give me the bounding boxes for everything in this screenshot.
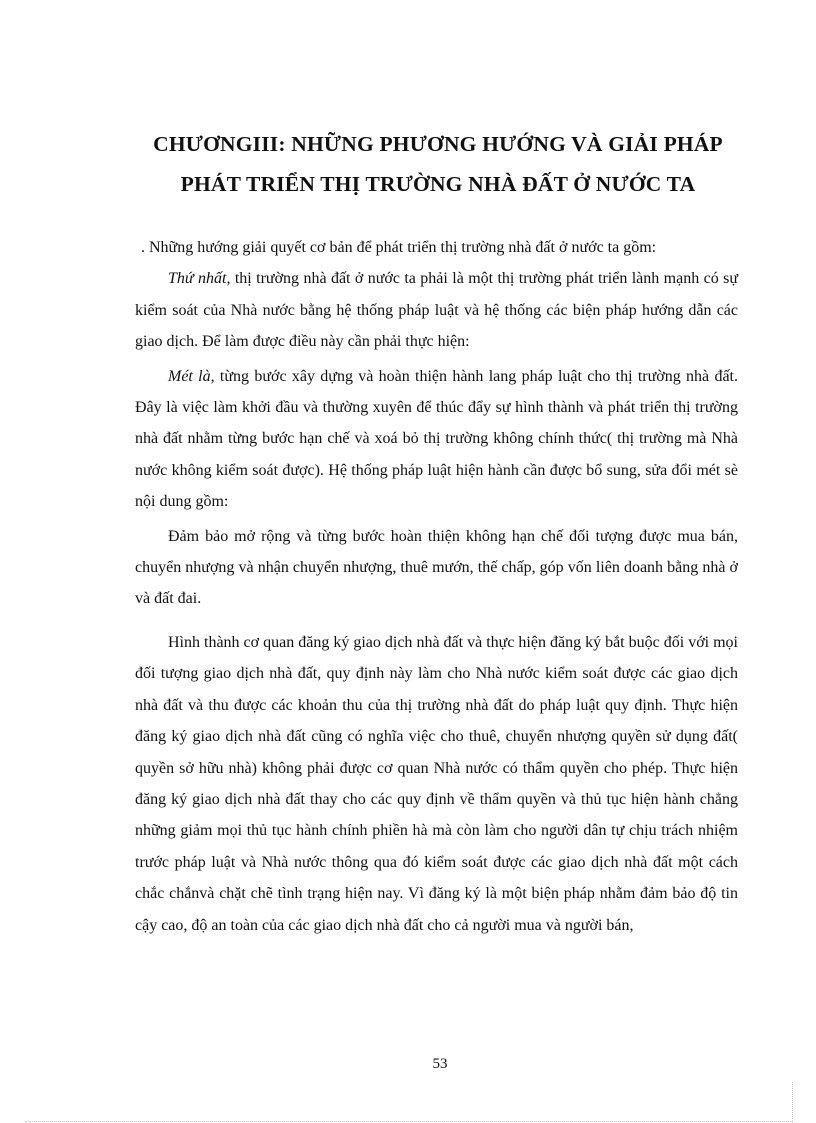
intro-paragraph: . Những hướng giải quyết cơ bản để phát triển thị trường nhà đất ở nước ta gồm: [141,239,657,256]
paragraph-lead-thu-nhat: Thứ nhất, [168,270,231,288]
paragraph-hinh-thanh: Hình thành cơ quan đăng ký giao dịch nhà đất và thực hiện đăng ký bắt buộc đối với mọi đối tượng giao dịch nhà đất, quy định này làm cho Nhà nước kiểm soát được các giao dịch nhà đất và thu được các khoản thu của thị trường nhà đất do pháp luật quy định. Thực hiện đăng ký giao dịch nhà đất cũng có nghĩa việc cho thuê, chuyển nhượng quyền sử dụng đất( quyền sở hữu nhà) không phải được cơ quan Nhà nước có thẩm quyền cho phép. Thực hiện đăng ký giao dịch nhà đất thay cho các quy định về thẩm quyền và thủ tục hiện hành chẳng những giảm mọi thủ tục hành chính phiền hà mà còn làm cho người dân tự chịu trách nhiệm trước pháp luật và Nhà nước thông qua đó kiểm soát được các giao dịch nhà đất một cách chắc chắnvà chặt chẽ tình trạng hiện nay. Vì đăng ký là một biện pháp nhằm đảm bảo độ tin cậy cao, độ an toàn của các giao dịch nhà đất cho cả người mua và người bán, [135,633,738,934]
side-dotted-rule [792,1082,793,1123]
chapter-title-line-1: CHƯƠNGIII: NHỮNG PHƯƠNG HƯỚNG VÀ GIẢI PHÁP [153,132,723,156]
paragraph-met-la [135,361,738,518]
paragraph-body-met-la: từng bước xây dựng và hoàn thiện hành lang pháp luật cho thị trường nhà đất. Đây là việc làm khởi đầu và thường xuyên để thúc đẩy sự hình thành và phát triển thị trường nhà đất nhằm từng bước hạn chế và xoá bỏ thị trường không chính thức( thị trường mà Nhà nước không kiểm soát được). Hệ thống pháp luật hiện hành cần được bổ sung, sửa đổi mét sè nội dung gồm: [135,367,738,511]
chapter-title-line-2: PHÁT TRIỂN THỊ TRƯỜNG NHÀ ĐẤT Ở NƯỚC TA [180,172,696,196]
paragraph-dam-bao: Đảm bảo mở rộng và từng bước hoàn thiện không hạn chế đối tượng được mua bán, chuyển nhượng và nhận chuyển nhượng, thuê mướn, thế chấp, góp vốn liên doanh bằng nhà ở và đất đai. [135,527,738,608]
body-text [135,232,738,941]
footer-dotted-rule [25,1121,791,1122]
paragraph-thu-nhat [135,263,738,357]
page-number: 53 [432,1056,448,1072]
paragraph-body-thu-nhat: thị trường nhà đất ở nước ta phải là một thị trường phát triển lành mạnh có sự kiểm soát của Nhà nước bằng hệ thống pháp luật và hệ thống các biện pháp hướng dẫn các giao dịch. Để làm được điều này cần phải thực hiện: [135,270,738,351]
paragraph-lead-met-la: Mét là, [168,367,215,385]
